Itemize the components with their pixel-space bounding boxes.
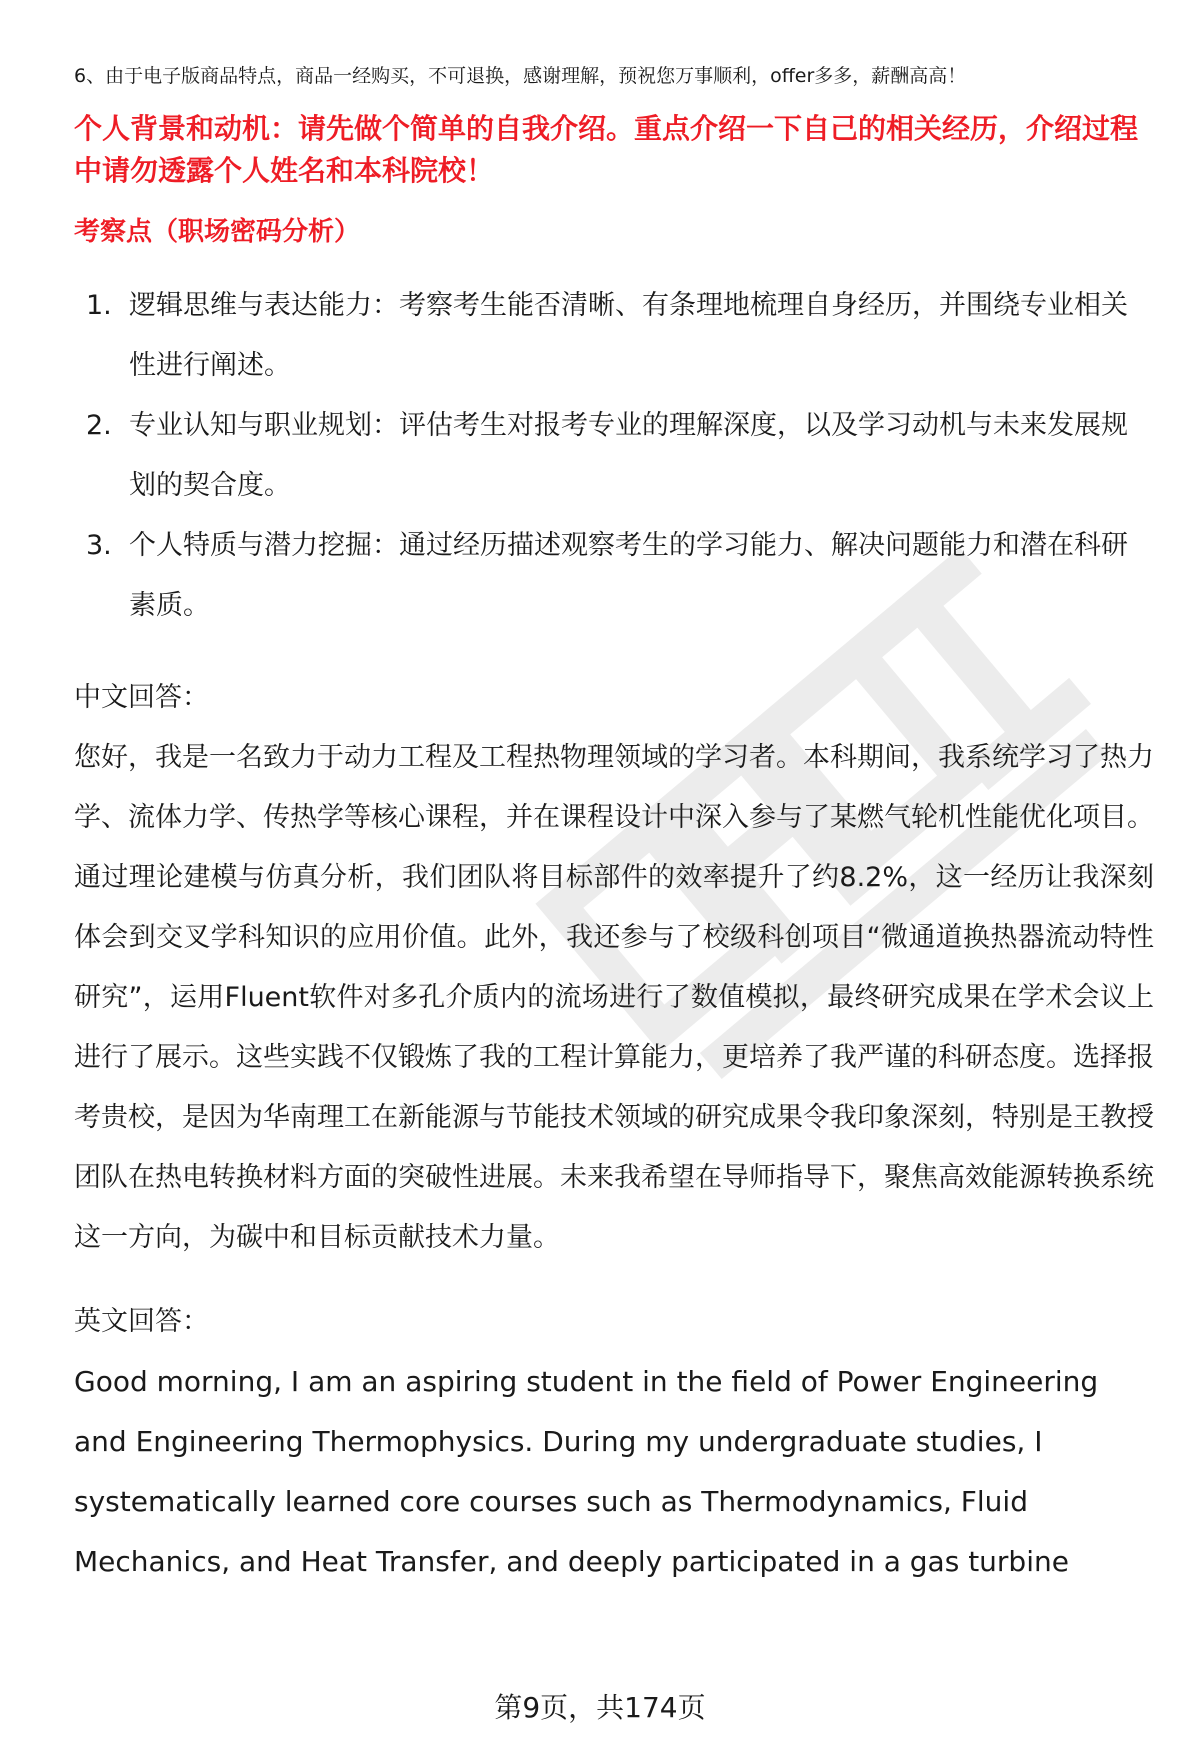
point-number: 3.: [86, 530, 112, 561]
point-text: 逻辑思维与表达能力：考察考生能否清晰、有条理地梳理自身经历，并围绕专业相关性进行阐述。: [129, 290, 1128, 381]
page-content: [74, 58, 1154, 1592]
assessment-heading: 考察点（职场密码分析）: [74, 217, 361, 247]
chinese-answer-text: 您好，我是一名致力于动力工程及工程热物理领域的学习者。本科期间，我系统学习了热力学、流体力学、传热学等核心课程，并在课程设计中深入参与了某燃气轮机性能优化项目。通过理论建模与仿真分析，我们团队将目标部件的效率提升了约8.2%，这一经历让我深刻体会到交叉学科知识的应用价值。此外，我还参与了校级科创项目“微通道换热器流动特性研究”，运用Fluent软件对多孔介质内的流场进行了数值模拟，最终研究成果在学术会议上进行了展示。这些实践不仅锻炼了我的工程计算能力，更培养了我严谨的科研态度。选择报考贵校，是因为华南理工在新能源与节能技术领域的研究成果令我印象深刻，特别是王教授团队在热电转换材料方面的突破性进展。未来我希望在导师指导下，聚焦高效能源转换系统这一方向，为碳中和目标贡献技术力量。: [74, 742, 1154, 1253]
assessment-point: [74, 516, 1154, 636]
purchase-notice: 6、由于电子版商品特点，商品一经购买，不可退换，感谢理解，预祝您万事顺利，offer多多，薪酬高高！: [74, 65, 967, 87]
interview-question: 个人背景和动机：请先做个简单的自我介绍。重点介绍一下自己的相关经历，介绍过程中请勿透露个人姓名和本科院校！: [74, 112, 1139, 187]
point-text: 专业认知与职业规划：评估考生对报考专业的理解深度，以及学习动机与未来发展规划的契合度。: [129, 410, 1128, 501]
point-text: 个人特质与潜力挖掘：通过经历描述观察考生的学习能力、解决问题能力和潜在科研素质。: [129, 530, 1128, 621]
assessment-point: [74, 276, 1154, 396]
page-number-footer: 第9页，共174页: [494, 1691, 706, 1724]
point-number: 1.: [86, 290, 112, 321]
english-answer-text: Good morning, I am an aspiring student in the field of Power Engineering and Engineering Thermophysics. During my undergraduate studies, I systematically learned core courses such as Thermodynamics, Fluid Mechanics, and Heat Transfer, and deeply participated in a gas turbine: [74, 1365, 1099, 1578]
point-number: 2.: [86, 410, 112, 441]
english-answer-label: 英文回答：: [74, 1306, 209, 1337]
assessment-points-list: [74, 276, 1154, 636]
assessment-point: [74, 396, 1154, 516]
chinese-answer-label: 中文回答：: [74, 682, 209, 713]
